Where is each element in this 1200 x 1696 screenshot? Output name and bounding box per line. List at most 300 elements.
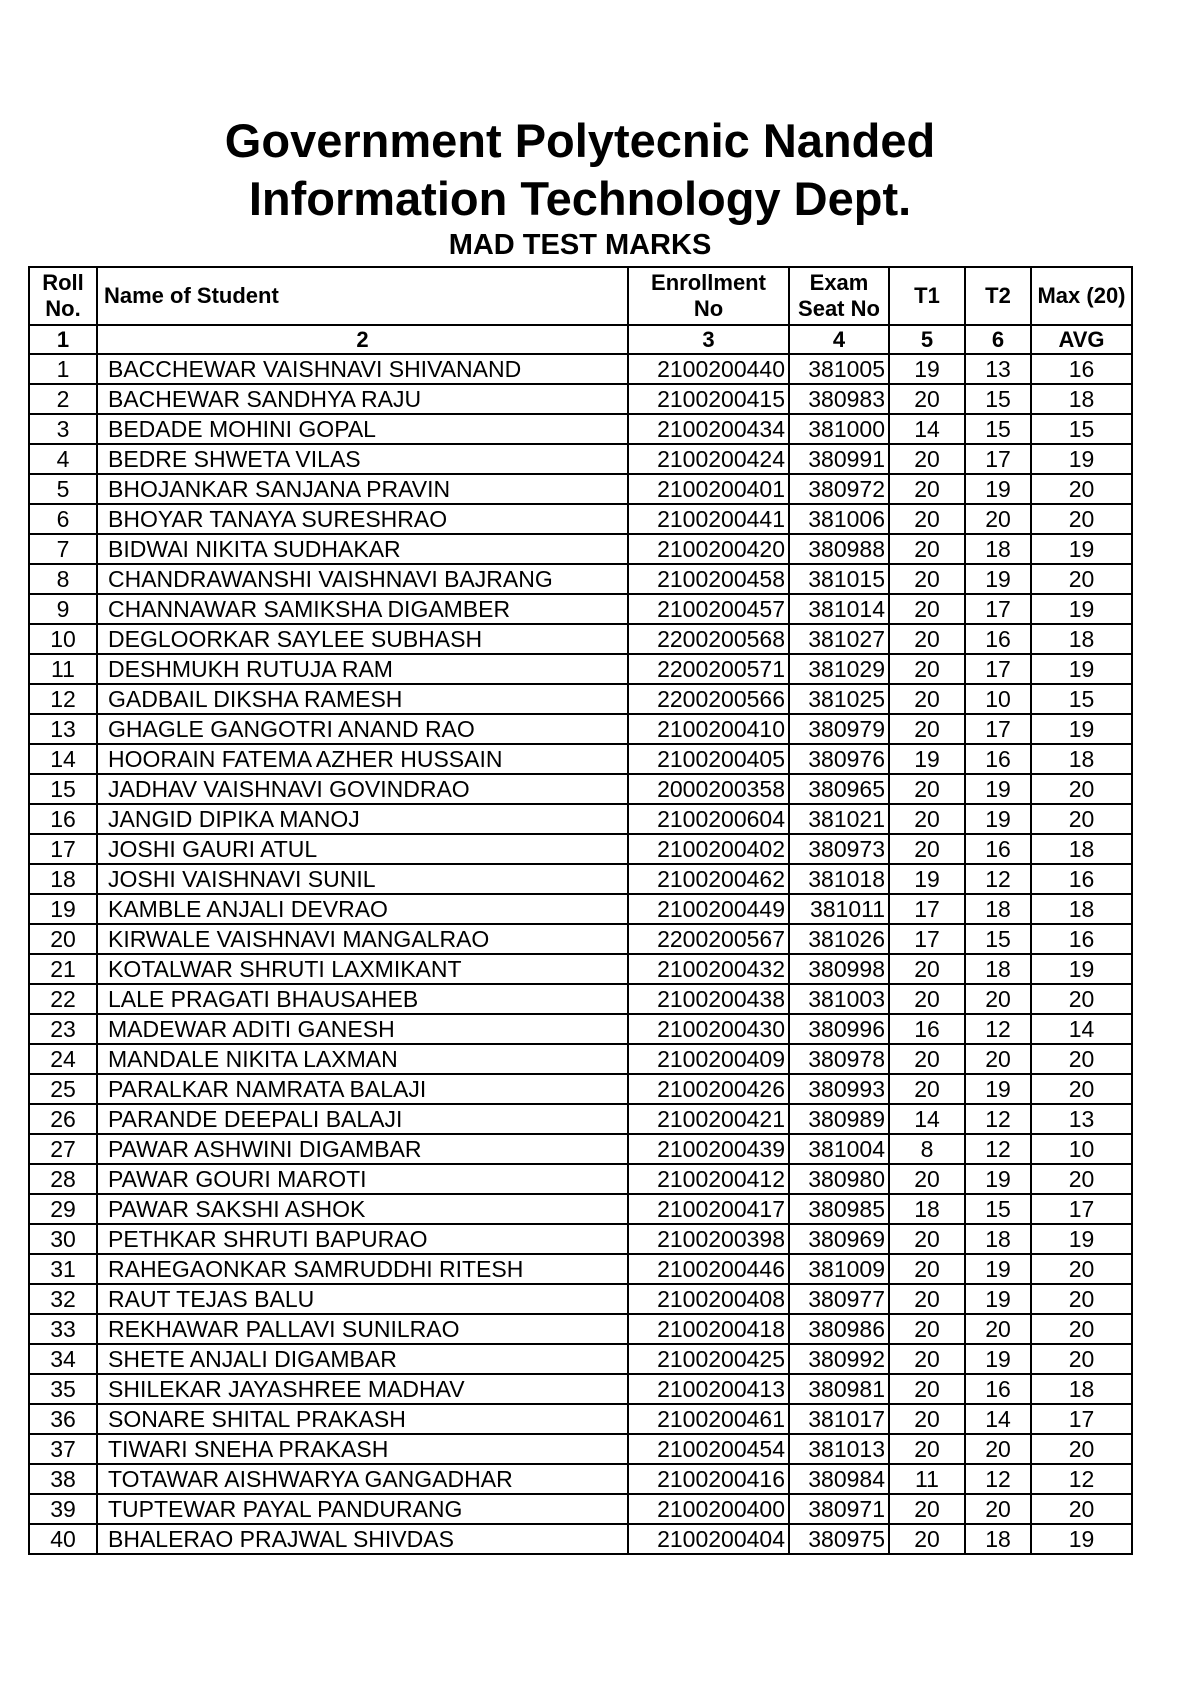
enrollment-cell: 2100200462 bbox=[628, 864, 789, 894]
seat-no-cell: 380969 bbox=[789, 1224, 889, 1254]
student-name-cell: BEDADE MOHINI GOPAL bbox=[97, 414, 628, 444]
t1-mark-cell: 20 bbox=[889, 714, 965, 744]
t2-mark-cell: 18 bbox=[965, 954, 1031, 984]
avg-mark-cell: 16 bbox=[1031, 864, 1132, 894]
avg-mark-cell: 20 bbox=[1031, 1074, 1132, 1104]
t1-mark-cell: 20 bbox=[889, 1044, 965, 1074]
student-name-cell: TUPTEWAR PAYAL PANDURANG bbox=[97, 1494, 628, 1524]
avg-mark-cell: 18 bbox=[1031, 624, 1132, 654]
table-row bbox=[29, 1164, 1132, 1194]
avg-mark-cell: 13 bbox=[1031, 1104, 1132, 1134]
student-name-cell: LALE PRAGATI BHAUSAHEB bbox=[97, 984, 628, 1014]
student-name-cell: RAHEGAONKAR SAMRUDDHI RITESH bbox=[97, 1254, 628, 1284]
t1-mark-cell: 20 bbox=[889, 1434, 965, 1464]
t1-mark-cell: 14 bbox=[889, 414, 965, 444]
enrollment-cell: 2100200432 bbox=[628, 954, 789, 984]
student-name-cell: SHETE ANJALI DIGAMBAR bbox=[97, 1344, 628, 1374]
t1-mark-cell: 20 bbox=[889, 654, 965, 684]
student-name-cell: BEDRE SHWETA VILAS bbox=[97, 444, 628, 474]
t1-mark-cell: 20 bbox=[889, 774, 965, 804]
col-header-seat: Exam Seat No bbox=[789, 267, 889, 325]
student-name-cell: PARANDE DEEPALI BALAJI bbox=[97, 1104, 628, 1134]
t1-mark-cell: 20 bbox=[889, 1314, 965, 1344]
t2-mark-cell: 17 bbox=[965, 654, 1031, 684]
student-name-cell: BIDWAI NIKITA SUDHAKAR bbox=[97, 534, 628, 564]
roll-cell: 12 bbox=[29, 684, 97, 714]
seat-no-cell: 381017 bbox=[789, 1404, 889, 1434]
t2-mark-cell: 12 bbox=[965, 1134, 1031, 1164]
table-row bbox=[29, 864, 1132, 894]
roll-cell: 1 bbox=[29, 354, 97, 384]
roll-cell: 31 bbox=[29, 1254, 97, 1284]
enrollment-cell: 2100200446 bbox=[628, 1254, 789, 1284]
avg-mark-cell: 20 bbox=[1031, 1254, 1132, 1284]
avg-mark-cell: 20 bbox=[1031, 984, 1132, 1014]
enrollment-cell: 2100200461 bbox=[628, 1404, 789, 1434]
avg-mark-cell: 19 bbox=[1031, 1224, 1132, 1254]
enrollment-cell: 2000200358 bbox=[628, 774, 789, 804]
table-row bbox=[29, 1134, 1132, 1164]
avg-mark-cell: 20 bbox=[1031, 1494, 1132, 1524]
table-row bbox=[29, 1344, 1132, 1374]
t2-mark-cell: 19 bbox=[965, 1254, 1031, 1284]
student-name-cell: GADBAIL DIKSHA RAMESH bbox=[97, 684, 628, 714]
col-header-enrollment: Enrollment No bbox=[628, 267, 789, 325]
seat-no-cell: 380965 bbox=[789, 774, 889, 804]
table-row bbox=[29, 684, 1132, 714]
table-row bbox=[29, 984, 1132, 1014]
student-name-cell: BHALERAO PRAJWAL SHIVDAS bbox=[97, 1524, 628, 1554]
marks-table bbox=[28, 266, 1133, 1555]
table-row bbox=[29, 1404, 1132, 1434]
t2-mark-cell: 20 bbox=[965, 1044, 1031, 1074]
enrollment-cell: 2100200420 bbox=[628, 534, 789, 564]
avg-mark-cell: 17 bbox=[1031, 1404, 1132, 1434]
student-name-cell: RAUT TEJAS BALU bbox=[97, 1284, 628, 1314]
table-row bbox=[29, 1074, 1132, 1104]
avg-mark-cell: 18 bbox=[1031, 1374, 1132, 1404]
enrollment-cell: 2100200416 bbox=[628, 1464, 789, 1494]
t1-mark-cell: 20 bbox=[889, 684, 965, 714]
avg-mark-cell: 20 bbox=[1031, 1314, 1132, 1344]
t1-mark-cell: 8 bbox=[889, 1134, 965, 1164]
t1-mark-cell: 20 bbox=[889, 624, 965, 654]
col-number: AVG bbox=[1031, 325, 1132, 354]
seat-no-cell: 380996 bbox=[789, 1014, 889, 1044]
seat-no-cell: 381003 bbox=[789, 984, 889, 1014]
student-name-cell: PAWAR SAKSHI ASHOK bbox=[97, 1194, 628, 1224]
enrollment-cell: 2100200424 bbox=[628, 444, 789, 474]
seat-no-cell: 380976 bbox=[789, 744, 889, 774]
roll-cell: 20 bbox=[29, 924, 97, 954]
t1-mark-cell: 20 bbox=[889, 1164, 965, 1194]
avg-mark-cell: 19 bbox=[1031, 1524, 1132, 1554]
seat-no-cell: 381027 bbox=[789, 624, 889, 654]
roll-cell: 26 bbox=[29, 1104, 97, 1134]
t2-mark-cell: 20 bbox=[965, 984, 1031, 1014]
t1-mark-cell: 20 bbox=[889, 954, 965, 984]
table-row bbox=[29, 564, 1132, 594]
t1-mark-cell: 11 bbox=[889, 1464, 965, 1494]
avg-mark-cell: 20 bbox=[1031, 1164, 1132, 1194]
t1-mark-cell: 20 bbox=[889, 474, 965, 504]
table-row bbox=[29, 1494, 1132, 1524]
enrollment-cell: 2100200418 bbox=[628, 1314, 789, 1344]
enrollment-cell: 2100200425 bbox=[628, 1344, 789, 1374]
t2-mark-cell: 18 bbox=[965, 1224, 1031, 1254]
student-name-cell: GHAGLE GANGOTRI ANAND RAO bbox=[97, 714, 628, 744]
roll-cell: 38 bbox=[29, 1464, 97, 1494]
roll-cell: 10 bbox=[29, 624, 97, 654]
student-name-cell: DEGLOORKAR SAYLEE SUBHASH bbox=[97, 624, 628, 654]
student-name-cell: JOSHI GAURI ATUL bbox=[97, 834, 628, 864]
table-row bbox=[29, 354, 1132, 384]
enrollment-cell: 2100200426 bbox=[628, 1074, 789, 1104]
t1-mark-cell: 20 bbox=[889, 1404, 965, 1434]
roll-cell: 11 bbox=[29, 654, 97, 684]
seat-no-cell: 380988 bbox=[789, 534, 889, 564]
avg-mark-cell: 18 bbox=[1031, 384, 1132, 414]
table-row bbox=[29, 1284, 1132, 1314]
table-row bbox=[29, 1254, 1132, 1284]
seat-no-cell: 381026 bbox=[789, 924, 889, 954]
t2-mark-cell: 20 bbox=[965, 1494, 1031, 1524]
t1-mark-cell: 20 bbox=[889, 1224, 965, 1254]
seat-no-cell: 381018 bbox=[789, 864, 889, 894]
t2-mark-cell: 19 bbox=[965, 564, 1031, 594]
roll-cell: 17 bbox=[29, 834, 97, 864]
enrollment-cell: 2100200457 bbox=[628, 594, 789, 624]
avg-mark-cell: 19 bbox=[1031, 444, 1132, 474]
roll-cell: 23 bbox=[29, 1014, 97, 1044]
enrollment-cell: 2100200434 bbox=[628, 414, 789, 444]
seat-no-cell: 380978 bbox=[789, 1044, 889, 1074]
table-row bbox=[29, 834, 1132, 864]
col-number: 4 bbox=[789, 325, 889, 354]
enrollment-cell: 2100200439 bbox=[628, 1134, 789, 1164]
seat-no-cell: 381021 bbox=[789, 804, 889, 834]
student-name-cell: TOTAWAR AISHWARYA GANGADHAR bbox=[97, 1464, 628, 1494]
student-name-cell: BACHEWAR SANDHYA RAJU bbox=[97, 384, 628, 414]
enrollment-cell: 2100200402 bbox=[628, 834, 789, 864]
table-row bbox=[29, 624, 1132, 654]
enrollment-cell: 2200200567 bbox=[628, 924, 789, 954]
avg-mark-cell: 20 bbox=[1031, 1044, 1132, 1074]
col-header-max: Max (20) bbox=[1031, 267, 1132, 325]
avg-mark-cell: 16 bbox=[1031, 354, 1132, 384]
seat-no-cell: 380986 bbox=[789, 1314, 889, 1344]
enrollment-cell: 2100200408 bbox=[628, 1284, 789, 1314]
student-name-cell: JOSHI VAISHNAVI SUNIL bbox=[97, 864, 628, 894]
avg-mark-cell: 10 bbox=[1031, 1134, 1132, 1164]
enrollment-cell: 2100200604 bbox=[628, 804, 789, 834]
t2-mark-cell: 19 bbox=[965, 1284, 1031, 1314]
table-row bbox=[29, 714, 1132, 744]
roll-cell: 6 bbox=[29, 504, 97, 534]
enrollment-cell: 2100200415 bbox=[628, 384, 789, 414]
seat-no-cell: 380980 bbox=[789, 1164, 889, 1194]
t1-mark-cell: 20 bbox=[889, 594, 965, 624]
enrollment-cell: 2100200458 bbox=[628, 564, 789, 594]
t2-mark-cell: 19 bbox=[965, 1074, 1031, 1104]
t2-mark-cell: 12 bbox=[965, 1014, 1031, 1044]
seat-no-cell: 381015 bbox=[789, 564, 889, 594]
department-title: Information Technology Dept. bbox=[248, 172, 912, 225]
roll-cell: 21 bbox=[29, 954, 97, 984]
avg-mark-cell: 20 bbox=[1031, 504, 1132, 534]
col-number: 5 bbox=[889, 325, 965, 354]
table-row bbox=[29, 1464, 1132, 1494]
t2-mark-cell: 10 bbox=[965, 684, 1031, 714]
roll-cell: 30 bbox=[29, 1224, 97, 1254]
t2-mark-cell: 16 bbox=[965, 624, 1031, 654]
roll-cell: 9 bbox=[29, 594, 97, 624]
t1-mark-cell: 20 bbox=[889, 384, 965, 414]
student-name-cell: BHOJANKAR SANJANA PRAVIN bbox=[97, 474, 628, 504]
roll-cell: 3 bbox=[29, 414, 97, 444]
roll-cell: 16 bbox=[29, 804, 97, 834]
enrollment-cell: 2100200430 bbox=[628, 1014, 789, 1044]
col-header-t2: T2 bbox=[965, 267, 1031, 325]
table-row bbox=[29, 414, 1132, 444]
student-name-cell: SHILEKAR JAYASHREE MADHAV bbox=[97, 1374, 628, 1404]
avg-mark-cell: 12 bbox=[1031, 1464, 1132, 1494]
enrollment-cell: 2100200410 bbox=[628, 714, 789, 744]
enrollment-cell: 2100200438 bbox=[628, 984, 789, 1014]
roll-cell: 18 bbox=[29, 864, 97, 894]
student-name-cell: MADEWAR ADITI GANESH bbox=[97, 1014, 628, 1044]
t1-mark-cell: 19 bbox=[889, 864, 965, 894]
table-row bbox=[29, 1104, 1132, 1134]
t1-mark-cell: 20 bbox=[889, 984, 965, 1014]
table-header bbox=[29, 267, 1132, 354]
roll-cell: 34 bbox=[29, 1344, 97, 1374]
t1-mark-cell: 16 bbox=[889, 1014, 965, 1044]
avg-mark-cell: 20 bbox=[1031, 474, 1132, 504]
t2-mark-cell: 15 bbox=[965, 1194, 1031, 1224]
seat-no-cell: 380985 bbox=[789, 1194, 889, 1224]
table-row bbox=[29, 594, 1132, 624]
t1-mark-cell: 17 bbox=[889, 924, 965, 954]
col-number: 3 bbox=[628, 325, 789, 354]
seat-no-cell: 381025 bbox=[789, 684, 889, 714]
t1-mark-cell: 20 bbox=[889, 444, 965, 474]
t1-mark-cell: 20 bbox=[889, 1524, 965, 1554]
seat-no-cell: 381006 bbox=[789, 504, 889, 534]
seat-no-cell: 381029 bbox=[789, 654, 889, 684]
seat-no-cell: 381000 bbox=[789, 414, 889, 444]
column-number-row bbox=[29, 325, 1132, 354]
table-row bbox=[29, 504, 1132, 534]
roll-cell: 5 bbox=[29, 474, 97, 504]
roll-cell: 35 bbox=[29, 1374, 97, 1404]
t1-mark-cell: 20 bbox=[889, 834, 965, 864]
student-name-cell: HOORAIN FATEMA AZHER HUSSAIN bbox=[97, 744, 628, 774]
enrollment-cell: 2100200440 bbox=[628, 354, 789, 384]
roll-cell: 19 bbox=[29, 894, 97, 924]
seat-no-cell: 381009 bbox=[789, 1254, 889, 1284]
seat-no-cell: 381013 bbox=[789, 1434, 889, 1464]
avg-mark-cell: 19 bbox=[1031, 534, 1132, 564]
table-row bbox=[29, 774, 1132, 804]
institute-title: Government Polytecnic Nanded bbox=[224, 114, 936, 167]
seat-no-cell: 380998 bbox=[789, 954, 889, 984]
avg-mark-cell: 20 bbox=[1031, 564, 1132, 594]
avg-mark-cell: 19 bbox=[1031, 714, 1132, 744]
enrollment-cell: 2100200421 bbox=[628, 1104, 789, 1134]
enrollment-cell: 2100200404 bbox=[628, 1524, 789, 1554]
student-name-cell: PETHKAR SHRUTI BAPURAO bbox=[97, 1224, 628, 1254]
sheet-title: MAD TEST MARKS bbox=[448, 229, 712, 261]
t1-mark-cell: 20 bbox=[889, 1254, 965, 1284]
t1-mark-cell: 20 bbox=[889, 804, 965, 834]
avg-mark-cell: 19 bbox=[1031, 594, 1132, 624]
enrollment-cell: 2100200413 bbox=[628, 1374, 789, 1404]
t1-mark-cell: 20 bbox=[889, 1344, 965, 1374]
seat-no-cell: 380975 bbox=[789, 1524, 889, 1554]
enrollment-cell: 2100200454 bbox=[628, 1434, 789, 1464]
t2-mark-cell: 15 bbox=[965, 384, 1031, 414]
seat-no-cell: 380972 bbox=[789, 474, 889, 504]
table-row bbox=[29, 954, 1132, 984]
t2-mark-cell: 19 bbox=[965, 1344, 1031, 1374]
student-name-cell: BHOYAR TANAYA SURESHRAO bbox=[97, 504, 628, 534]
seat-no-cell: 381004 bbox=[789, 1134, 889, 1164]
table-row bbox=[29, 384, 1132, 414]
student-name-cell: PAWAR GOURI MAROTI bbox=[97, 1164, 628, 1194]
roll-cell: 33 bbox=[29, 1314, 97, 1344]
roll-cell: 32 bbox=[29, 1284, 97, 1314]
avg-mark-cell: 20 bbox=[1031, 804, 1132, 834]
t2-mark-cell: 20 bbox=[965, 504, 1031, 534]
roll-cell: 39 bbox=[29, 1494, 97, 1524]
student-name-cell: SONARE SHITAL PRAKASH bbox=[97, 1404, 628, 1434]
seat-no-cell: 380983 bbox=[789, 384, 889, 414]
t2-mark-cell: 19 bbox=[965, 804, 1031, 834]
t1-mark-cell: 14 bbox=[889, 1104, 965, 1134]
enrollment-cell: 2100200441 bbox=[628, 504, 789, 534]
student-name-cell: JADHAV VAISHNAVI GOVINDRAO bbox=[97, 774, 628, 804]
table-row bbox=[29, 1434, 1132, 1464]
table-row bbox=[29, 894, 1132, 924]
avg-mark-cell: 20 bbox=[1031, 1284, 1132, 1314]
avg-mark-cell: 18 bbox=[1031, 894, 1132, 924]
avg-mark-cell: 20 bbox=[1031, 1434, 1132, 1464]
student-name-cell: KAMBLE ANJALI DEVRAO bbox=[97, 894, 628, 924]
t2-mark-cell: 18 bbox=[965, 894, 1031, 924]
t2-mark-cell: 12 bbox=[965, 1464, 1031, 1494]
enrollment-cell: 2100200409 bbox=[628, 1044, 789, 1074]
t2-mark-cell: 20 bbox=[965, 1314, 1031, 1344]
t1-mark-cell: 20 bbox=[889, 564, 965, 594]
roll-cell: 36 bbox=[29, 1404, 97, 1434]
student-name-cell: DESHMUKH RUTUJA RAM bbox=[97, 654, 628, 684]
student-name-cell: KIRWALE VAISHNAVI MANGALRAO bbox=[97, 924, 628, 954]
table-row bbox=[29, 924, 1132, 954]
enrollment-cell: 2200200568 bbox=[628, 624, 789, 654]
seat-no-cell: 380993 bbox=[789, 1074, 889, 1104]
table-row bbox=[29, 1524, 1132, 1554]
roll-cell: 7 bbox=[29, 534, 97, 564]
t2-mark-cell: 17 bbox=[965, 714, 1031, 744]
seat-no-cell: 380979 bbox=[789, 714, 889, 744]
enrollment-cell: 2100200417 bbox=[628, 1194, 789, 1224]
table-row bbox=[29, 534, 1132, 564]
roll-cell: 8 bbox=[29, 564, 97, 594]
table-row bbox=[29, 744, 1132, 774]
roll-cell: 40 bbox=[29, 1524, 97, 1554]
avg-mark-cell: 19 bbox=[1031, 954, 1132, 984]
t2-mark-cell: 16 bbox=[965, 834, 1031, 864]
enrollment-cell: 2100200412 bbox=[628, 1164, 789, 1194]
t1-mark-cell: 20 bbox=[889, 1494, 965, 1524]
seat-no-cell: 381011 bbox=[789, 894, 889, 924]
avg-mark-cell: 20 bbox=[1031, 774, 1132, 804]
seat-no-cell: 380991 bbox=[789, 444, 889, 474]
student-name-cell: CHANNAWAR SAMIKSHA DIGAMBER bbox=[97, 594, 628, 624]
enrollment-cell: 2100200401 bbox=[628, 474, 789, 504]
roll-cell: 13 bbox=[29, 714, 97, 744]
roll-cell: 15 bbox=[29, 774, 97, 804]
t2-mark-cell: 12 bbox=[965, 1104, 1031, 1134]
table-row bbox=[29, 1194, 1132, 1224]
seat-no-cell: 380984 bbox=[789, 1464, 889, 1494]
roll-cell: 4 bbox=[29, 444, 97, 474]
student-name-cell: KOTALWAR SHRUTI LAXMIKANT bbox=[97, 954, 628, 984]
seat-no-cell: 380973 bbox=[789, 834, 889, 864]
student-name-cell: CHANDRAWANSHI VAISHNAVI BAJRANG bbox=[97, 564, 628, 594]
header-row bbox=[29, 267, 1132, 325]
student-name-cell: JANGID DIPIKA MANOJ bbox=[97, 804, 628, 834]
t2-mark-cell: 17 bbox=[965, 444, 1031, 474]
t1-mark-cell: 20 bbox=[889, 1374, 965, 1404]
table-row bbox=[29, 474, 1132, 504]
t2-mark-cell: 12 bbox=[965, 864, 1031, 894]
roll-cell: 27 bbox=[29, 1134, 97, 1164]
enrollment-cell: 2200200566 bbox=[628, 684, 789, 714]
t2-mark-cell: 18 bbox=[965, 1524, 1031, 1554]
avg-mark-cell: 20 bbox=[1031, 1344, 1132, 1374]
t1-mark-cell: 17 bbox=[889, 894, 965, 924]
seat-no-cell: 380989 bbox=[789, 1104, 889, 1134]
table-row bbox=[29, 1044, 1132, 1074]
avg-mark-cell: 15 bbox=[1031, 414, 1132, 444]
seat-no-cell: 380992 bbox=[789, 1344, 889, 1374]
t2-mark-cell: 13 bbox=[965, 354, 1031, 384]
seat-no-cell: 380981 bbox=[789, 1374, 889, 1404]
enrollment-cell: 2100200405 bbox=[628, 744, 789, 774]
avg-mark-cell: 16 bbox=[1031, 924, 1132, 954]
seat-no-cell: 381005 bbox=[789, 354, 889, 384]
t1-mark-cell: 20 bbox=[889, 1284, 965, 1314]
student-name-cell: PARALKAR NAMRATA BALAJI bbox=[97, 1074, 628, 1104]
col-header-name: Name of Student bbox=[97, 267, 628, 325]
avg-mark-cell: 15 bbox=[1031, 684, 1132, 714]
t2-mark-cell: 18 bbox=[965, 534, 1031, 564]
t1-mark-cell: 20 bbox=[889, 504, 965, 534]
t2-mark-cell: 19 bbox=[965, 474, 1031, 504]
avg-mark-cell: 19 bbox=[1031, 654, 1132, 684]
enrollment-cell: 2100200449 bbox=[628, 894, 789, 924]
col-number: 1 bbox=[29, 325, 97, 354]
enrollment-cell: 2200200571 bbox=[628, 654, 789, 684]
t2-mark-cell: 19 bbox=[965, 1164, 1031, 1194]
t1-mark-cell: 19 bbox=[889, 744, 965, 774]
student-name-cell: TIWARI SNEHA PRAKASH bbox=[97, 1434, 628, 1464]
col-number: 6 bbox=[965, 325, 1031, 354]
student-name-cell: MANDALE NIKITA LAXMAN bbox=[97, 1044, 628, 1074]
table-row bbox=[29, 1314, 1132, 1344]
